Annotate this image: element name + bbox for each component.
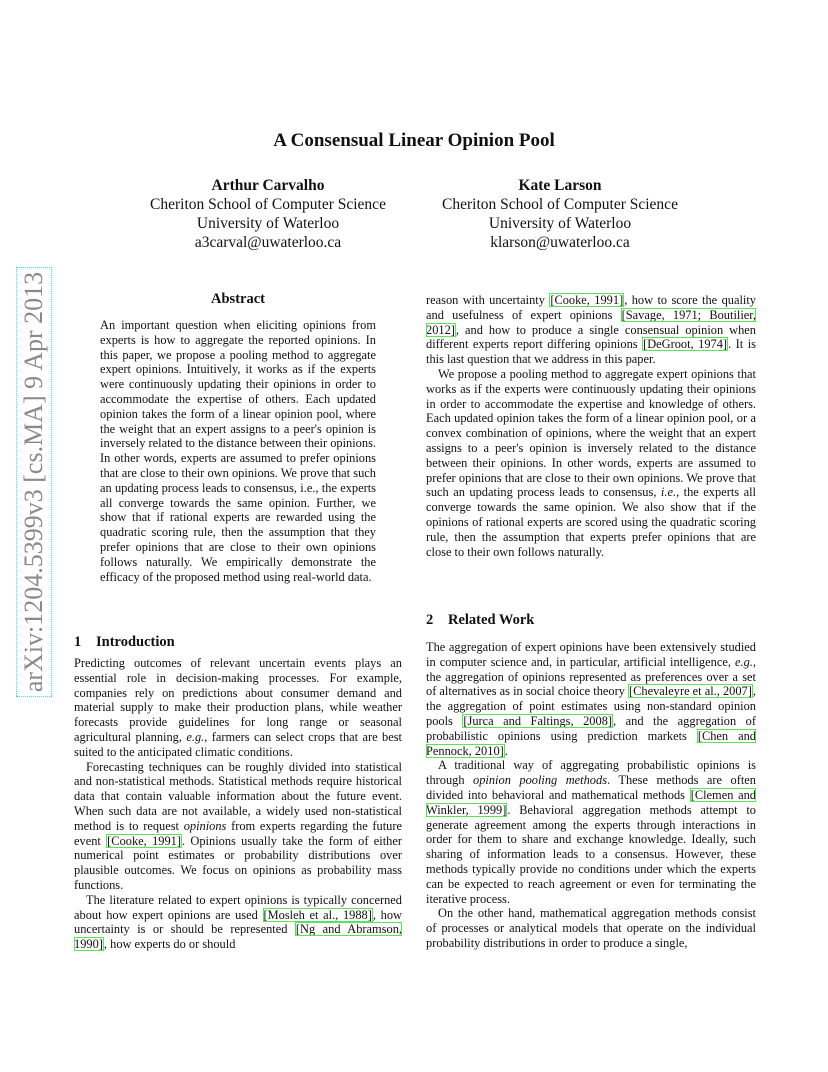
citation-link[interactable]: [DeGroot, 1974] (643, 337, 728, 352)
paragraph: reason with uncertainty [Cooke, 1991], how to score the quality and usefulness of expert opinions [Savage, 1971; Boutilier, 2012], and how to produce a single consensual opinion when different experts report differing opinions [DeGroot, 1974]. It is this last question that we address in this paper. (426, 293, 757, 367)
citation-link[interactable]: [Cooke, 1991] (107, 833, 181, 848)
author-block-2 (420, 176, 700, 252)
paragraph: Predicting outcomes of relevant uncertain events plays an essential role in decision-making processes. For example, companies rely on predictions about consumer demand and material supply to make their production plans, while weather forecasts provide guidelines for long range or seasonal agricultural planning, e.g., farmers can select crops that are best suited to the anticipated climatic conditions. (74, 656, 402, 759)
right-column-body (426, 293, 756, 559)
author-univ: University of Waterloo (488, 215, 632, 232)
paragraph: We propose a pooling method to aggregate expert opinions that works as if the experts were continuously updating their opinions in order to accommodate the expertise and knowledge of others. Each updated opinion takes the form of a linear opinion pool, or a convex combination of opinions, where the weight that an expert assigns to a peer's opinion is inversely related to the distance between their opinions. In other words, experts are assumed to prefer opinions that are close to their own opinions. We prove that such an updating process leads to consensus, i.e., the experts all converge towards the same opinion. We also show that if the opinions of rational experts are scored using the quadratic scoring rule, then the assumption that experts prefer opinions that are close to their own follows naturally. (426, 366, 756, 559)
citation-link[interactable]: [Chen and Pennock, 2010] (426, 728, 756, 758)
arxiv-stamp (19, 262, 49, 702)
abstract-text: An important question when eliciting opinions from experts is how to aggregate the reported opinions. In this paper, we propose a pooling method to aggregate expert opinions. Intuitively, it works as if the experts were continuously updating their opinions in order to accommodate the expertise of others. Each updated opinion takes the form of a linear opinion pool, where the weight that an expert assigns to a peer's opinion is inversely related to the distance between their opinions. In other words, experts are assumed to prefer opinions that are close to their own opinions. We prove that such an updating process leads to consensus, i.e., the experts all converge towards the same opinion. Further, we show that if rational experts are rewarded using the quadratic scoring rule, then the assumption that they prefer opinions that are close to their own opinions follows naturally. We empirically demonstrate the efficacy of the proposed method using real-world data. (100, 318, 376, 584)
citation-link[interactable]: [Cooke, 1991] (550, 293, 624, 307)
abstract-body (100, 318, 376, 584)
citation-link[interactable]: [Savage, 1971; Boutilier, 2012] (426, 307, 757, 337)
paragraph: The aggregation of expert opinions have been extensively studied in computer science and, in particular, artificial intelligence, e.g., the aggregation of opinions represented as preferences over a set of alternatives as in social choice theory [Chevaleyre et al., 2007], the aggregation of point estimates using non-standard opinion pools [Jurca and Faltings, 2008], and the aggregation of probabilistic opinions using prediction markets [Chen and Pennock, 2010]. (426, 640, 757, 758)
intro-heading (74, 634, 175, 651)
section-number: 1 (74, 634, 82, 650)
section-title: Related Work (448, 612, 535, 628)
paragraph: The literature related to expert opinions is typically concerned about how expert opinions are used [Mosleh et al., 1988], how uncertainty is or should be represented [Ng and Abramson, 1990], how experts do or should (74, 892, 403, 952)
paragraph: On the other hand, mathematical aggregation methods consist of processes or analytical models that operate on the individual probability distributions in order to produce a single, (426, 906, 756, 950)
author-dept: Cheriton School of Computer Science (442, 196, 678, 213)
author-email: klarson@uwaterloo.ca (490, 234, 630, 251)
intro-body (74, 656, 402, 952)
citation-link[interactable]: [Clemen and Winkler, 1999] (426, 787, 757, 817)
citation-link[interactable]: [Mosleh et al., 1988] (263, 907, 372, 922)
author-block-1 (128, 176, 408, 252)
related-body (426, 640, 756, 951)
paragraph: Forecasting techniques can be roughly divided into statistical and non-statistical methods. Statistical methods require historical data that contain valuable information about the future event. When such data are not available, a widely used non-statistical method is to request opinions from experts regarding the future event [Cooke, 1991]. Opinions usually take the form of either numerical point estimates or probability distributions over plausible outcomes. We focus on opinions as probability mass functions. (74, 759, 402, 892)
author-dept: Cheriton School of Computer Science (150, 196, 386, 213)
citation-link[interactable]: [Chevaleyre et al., 2007] (629, 684, 752, 699)
author-name: Arthur Carvalho (211, 177, 325, 194)
author-univ: University of Waterloo (196, 215, 340, 232)
related-heading (426, 612, 534, 629)
citation-link[interactable]: [Jurca and Faltings, 2008] (463, 713, 613, 728)
section-title: Introduction (96, 634, 175, 650)
paragraph: A traditional way of aggregating probabilistic opinions is through opinion pooling methods. These methods are often divided into behavioral and mathematical methods [Clemen and Winkler, 1999]. Behavioral aggregation methods attempt to generate agreement among the experts through interactions in order for them to share and exchange knowledge. Ideally, such sharing of information leads to a consensus. However, these methods typically provide no conditions under which the experts can be expected to reach agreement or even for terminating the iterative process. (426, 758, 757, 906)
author-name: Kate Larson (518, 177, 602, 194)
author-email: a3carval@uwaterloo.ca (194, 234, 342, 251)
citation-link[interactable]: [Ng and Abramson, 1990] (74, 922, 403, 952)
section-number: 2 (426, 612, 434, 628)
arxiv-id: arXiv:1204.5399v3 [cs.MA] 9 Apr 2013 (19, 271, 49, 693)
paper-title: A Consensual Linear Opinion Pool (273, 130, 555, 151)
abstract-heading: Abstract (211, 291, 265, 307)
